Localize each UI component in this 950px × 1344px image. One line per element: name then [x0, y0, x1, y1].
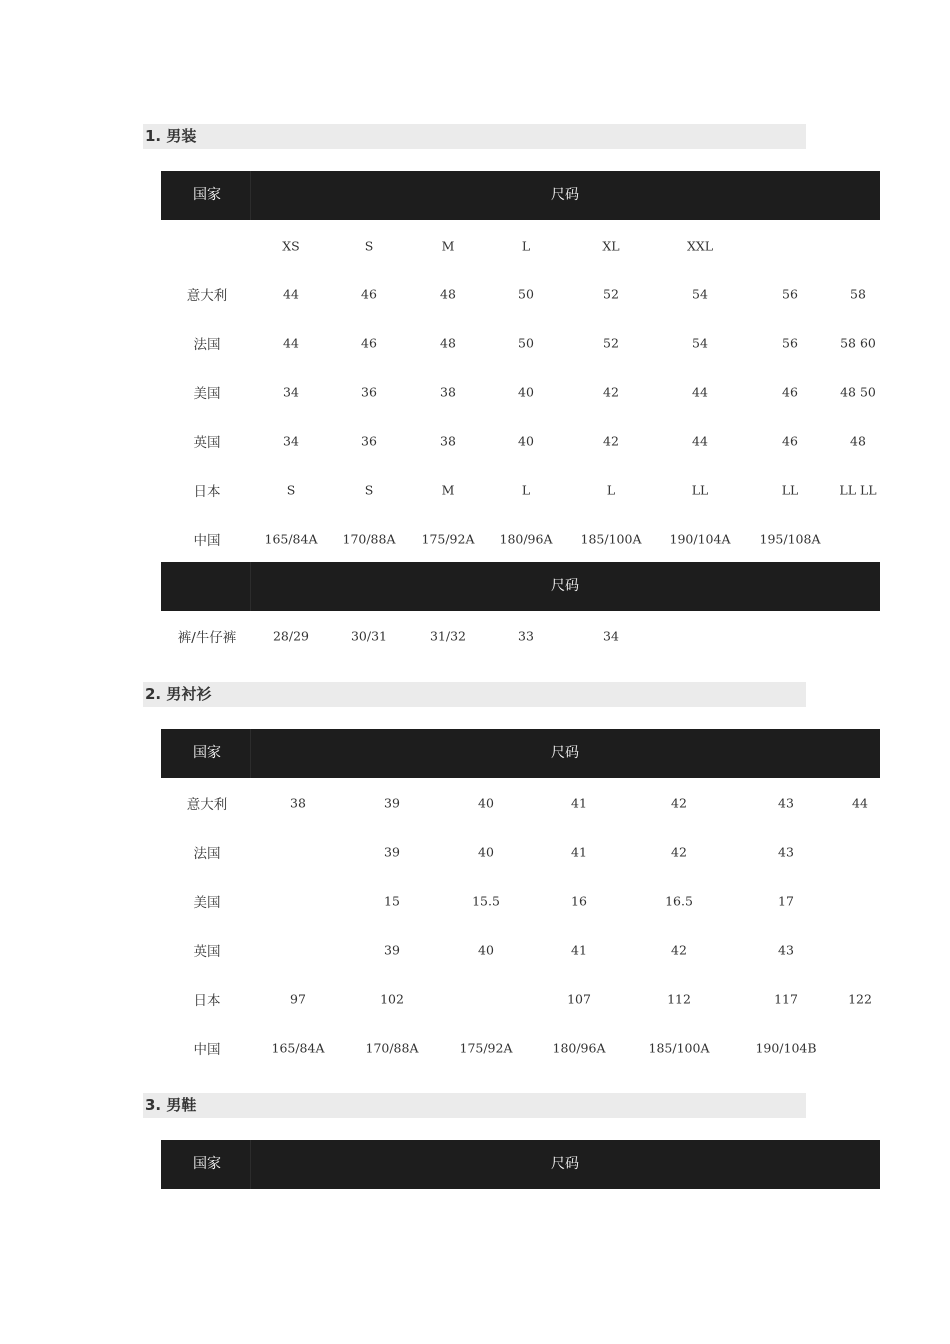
table-cell: 175/92A: [421, 531, 475, 547]
table-cell: XL: [602, 238, 620, 254]
header-separator: [250, 171, 251, 220]
table-cell: 180/96A: [552, 1040, 606, 1056]
table-cell: 190/104A: [669, 531, 731, 547]
table-cell: 39: [384, 942, 400, 958]
row-label: 英国: [193, 435, 221, 451]
section-2-title: 2. 男衬衫: [145, 685, 212, 703]
table-cell: 44: [283, 335, 299, 351]
table-cell: 43: [778, 844, 794, 860]
table-cell: 54: [692, 286, 708, 302]
header-separator: [250, 1140, 251, 1189]
section-3-header: [161, 1140, 880, 1189]
table-cell: XS: [282, 238, 300, 254]
row-label: 意大利: [186, 797, 228, 813]
table-cell: 175/92A: [459, 1040, 513, 1056]
section-1-title: 1. 男装: [145, 127, 197, 145]
table-cell: 195/108A: [759, 531, 821, 547]
table-cell: 34: [283, 384, 299, 400]
table-cell: 52: [603, 286, 619, 302]
table-cell: 97: [290, 991, 306, 1007]
table-cell: 16.5: [665, 893, 693, 909]
header-country: 国家: [193, 745, 221, 761]
table-cell: 41: [571, 942, 587, 958]
section-3-title: 3. 男鞋: [145, 1096, 197, 1114]
table-cell: XXL: [686, 238, 714, 254]
table-cell: 48: [440, 335, 456, 351]
table-cell: 40: [518, 433, 534, 449]
table-cell: 43: [778, 795, 794, 811]
table-cell: 38: [440, 384, 456, 400]
table-cell: 15.5: [472, 893, 500, 909]
table-cell: 39: [384, 795, 400, 811]
table-cell: 165/84A: [271, 1040, 325, 1056]
table-cell: M: [441, 482, 455, 498]
table-cell: 43: [778, 942, 794, 958]
table-cell: 122: [848, 991, 872, 1007]
row-label: 美国: [193, 386, 221, 402]
header-country: 国家: [193, 187, 221, 203]
section-2-bar: [143, 682, 806, 707]
table-cell: 42: [671, 795, 687, 811]
table-cell: LL: [781, 482, 799, 498]
table-cell: 46: [361, 286, 377, 302]
table-cell: 33: [518, 628, 534, 644]
table-cell: 52: [603, 335, 619, 351]
table-cell: 107: [567, 991, 591, 1007]
row-label: 英国: [193, 944, 221, 960]
header-size: 尺码: [551, 578, 579, 594]
table-cell: 56: [782, 286, 798, 302]
table-cell: 56: [782, 335, 798, 351]
table-cell: 50: [518, 335, 534, 351]
table-cell: L: [521, 238, 531, 254]
table-cell: 30/31: [350, 628, 388, 644]
table-cell: 40: [518, 384, 534, 400]
table-cell: 48 50: [840, 384, 876, 400]
table-cell: 34: [603, 628, 619, 644]
table-cell: 185/100A: [648, 1040, 710, 1056]
table-cell: 42: [603, 384, 619, 400]
section-1-pants-header: [161, 562, 880, 611]
row-label: 裤/牛仔裤: [177, 630, 237, 646]
row-label: 中国: [193, 533, 221, 549]
table-cell: 117: [774, 991, 798, 1007]
table-cell: 39: [384, 844, 400, 860]
table-cell: 40: [478, 844, 494, 860]
row-label: 法国: [193, 846, 221, 862]
table-cell: 112: [667, 991, 691, 1007]
section-1-bar: [143, 124, 806, 149]
table-cell: 41: [571, 844, 587, 860]
table-cell: S: [364, 238, 374, 254]
table-cell: LL: [691, 482, 709, 498]
table-cell: 44: [692, 433, 708, 449]
table-cell: 170/88A: [365, 1040, 419, 1056]
table-cell: 34: [283, 433, 299, 449]
table-cell: 28/29: [272, 628, 310, 644]
table-cell: L: [521, 482, 531, 498]
table-cell: 48: [440, 286, 456, 302]
table-cell: 42: [671, 844, 687, 860]
table-cell: S: [364, 482, 374, 498]
table-cell: 15: [384, 893, 400, 909]
table-cell: 42: [671, 942, 687, 958]
row-label: 日本: [193, 484, 221, 500]
table-cell: 165/84A: [264, 531, 318, 547]
table-cell: L: [606, 482, 616, 498]
table-cell: 16: [571, 893, 587, 909]
section-1-header: [161, 171, 880, 220]
table-cell: 48: [850, 433, 866, 449]
table-cell: 46: [782, 384, 798, 400]
table-cell: 44: [852, 795, 868, 811]
section-3-bar: [143, 1093, 806, 1118]
row-label: 日本: [193, 993, 221, 1009]
table-cell: 36: [361, 384, 377, 400]
table-cell: M: [441, 238, 455, 254]
row-label: 意大利: [186, 288, 228, 304]
table-cell: 17: [778, 893, 794, 909]
table-cell: 38: [440, 433, 456, 449]
table-cell: S: [286, 482, 296, 498]
table-cell: 42: [603, 433, 619, 449]
table-cell: 40: [478, 942, 494, 958]
table-cell: 58 60: [840, 335, 876, 351]
table-cell: 54: [692, 335, 708, 351]
table-cell: LL LL: [839, 482, 877, 498]
row-label: 美国: [193, 895, 221, 911]
table-cell: 31/32: [429, 628, 467, 644]
table-cell: 102: [380, 991, 404, 1007]
table-cell: 170/88A: [342, 531, 396, 547]
header-separator: [250, 729, 251, 778]
header-size: 尺码: [551, 745, 579, 761]
table-cell: 38: [290, 795, 306, 811]
row-label: 中国: [193, 1042, 221, 1058]
table-cell: 180/96A: [499, 531, 553, 547]
table-cell: 41: [571, 795, 587, 811]
table-cell: 50: [518, 286, 534, 302]
table-cell: 36: [361, 433, 377, 449]
section-2-header: [161, 729, 880, 778]
row-label: 法国: [193, 337, 221, 353]
table-cell: 46: [782, 433, 798, 449]
table-cell: 44: [283, 286, 299, 302]
table-cell: 185/100A: [580, 531, 642, 547]
table-cell: 40: [478, 795, 494, 811]
table-cell: 58: [850, 286, 866, 302]
header-separator: [250, 562, 251, 611]
header-size: 尺码: [551, 1156, 579, 1172]
table-cell: 44: [692, 384, 708, 400]
table-cell: 46: [361, 335, 377, 351]
header-size: 尺码: [551, 187, 579, 203]
header-country: 国家: [193, 1156, 221, 1172]
table-cell: 190/104B: [755, 1040, 817, 1056]
